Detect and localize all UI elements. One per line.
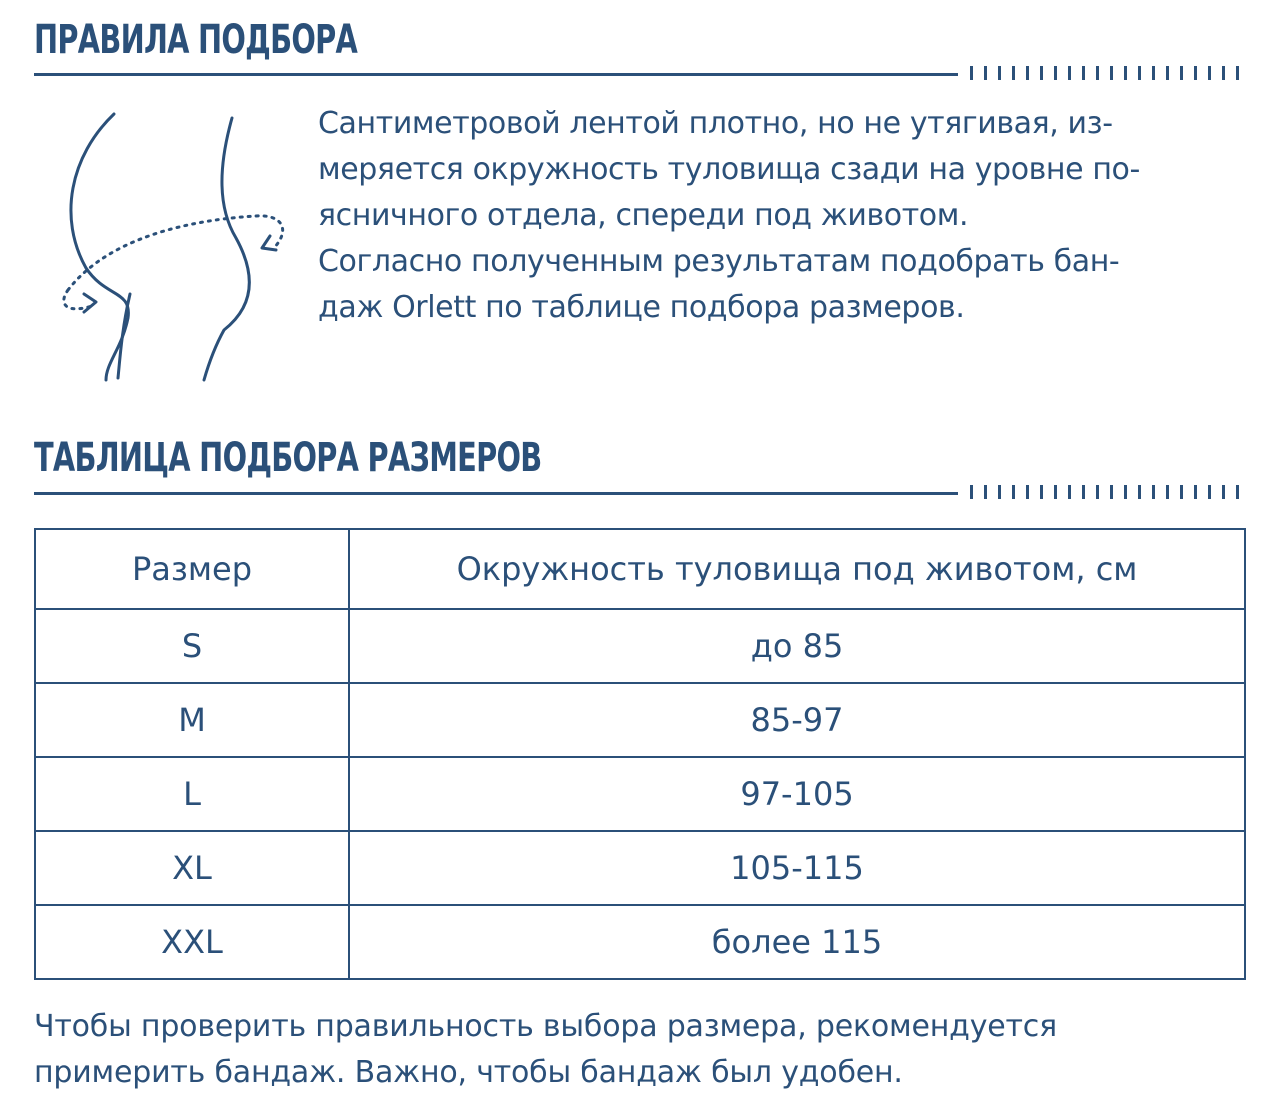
size-chart-heading-divider [34,485,1248,499]
body-front-inner-outline [118,294,130,378]
size-cell: L [35,757,349,831]
rules-line: Сантиметровой лентой плотно, но не утягивая, из- [318,106,1113,141]
note-line: примерить бандаж. Важно, чтобы бандаж был удобен. [34,1055,903,1090]
tape-arrow-front [84,294,96,312]
divider-line [34,73,958,76]
rules-heading-divider [34,66,1248,80]
table-row [35,831,1245,905]
rules-line: меряется окружность туловища сзади на уровне по- [318,152,1140,187]
size-chart-heading: ТАБЛИЦА ПОДБОРА РАЗМЕРОВ [34,435,542,481]
rules-heading: ПРАВИЛА ПОДБОРА [34,17,358,63]
circumference-cell: 97-105 [349,757,1245,831]
divider-ticks [970,485,1248,499]
measuring-tape-dotted-front [64,290,92,309]
header-circumference: Окружность туловища под животом, см [349,529,1245,609]
fitting-note [34,1004,1244,1096]
body-back-outline [204,118,249,380]
table-header-row [35,529,1245,609]
table-row [35,609,1245,683]
divider-ticks [970,66,1248,80]
divider-line [34,492,958,495]
size-cell: S [35,609,349,683]
circumference-cell: до 85 [349,609,1245,683]
size-cell: M [35,683,349,757]
rules-line: даж Orlett по таблице подбора размеров. [318,290,965,325]
rules-line: ясничного отдела, спереди под животом. [318,198,969,233]
rules-description [318,101,1246,331]
note-line: Чтобы проверить правильность выбора размера, рекомендуется [34,1009,1057,1044]
size-cell: XXL [35,905,349,979]
body-front-outline [71,114,128,380]
table-row [35,683,1245,757]
header-size: Размер [35,529,349,609]
size-table [34,528,1246,980]
circumference-cell: 105-115 [349,831,1245,905]
size-cell: XL [35,831,349,905]
table-row [35,757,1245,831]
table-row [35,905,1245,979]
rules-line: Согласно полученным результатам подобрать бан- [318,244,1120,279]
tape-arrow-back [262,236,276,250]
circumference-cell: 85-97 [349,683,1245,757]
body-measurement-illustration [48,108,298,384]
circumference-cell: более 115 [349,905,1245,979]
